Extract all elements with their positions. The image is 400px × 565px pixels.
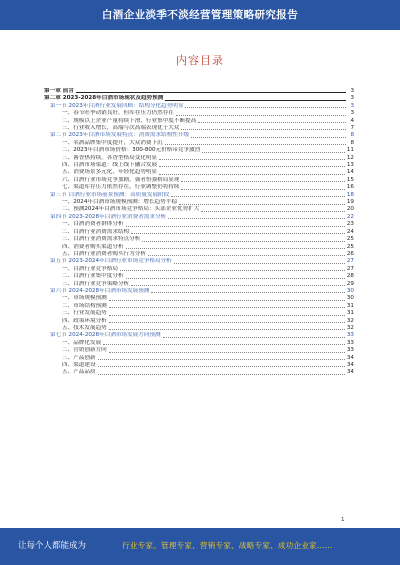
- toc-entry-label: 一、市场规模预测: [62, 295, 107, 302]
- toc-leader-dots: [126, 248, 345, 249]
- toc-entry-label: 二、2023年白酒市场价格：300-800元价格带竞争激烈: [62, 147, 201, 154]
- toc-entry-label: 第一节 2023年白酒行业发展回顾：结构分化趋势明显: [50, 102, 184, 109]
- toc-entry[interactable]: [44, 273, 354, 280]
- toc-entry-page: 26: [346, 250, 354, 257]
- toc-entry[interactable]: [44, 229, 354, 236]
- toc-leader-dots: [159, 159, 345, 160]
- toc-entry-label: 二、预测2024年白酒市场竞争格局：头部企业优势扩大: [62, 206, 200, 213]
- toc-entry-page: 15: [346, 176, 354, 183]
- toc-leader-dots: [98, 359, 345, 360]
- toc-entry-label: 一、品牌化发展: [62, 339, 102, 346]
- toc-entry-page: 3: [350, 87, 354, 94]
- toc-entry-page: 27: [346, 258, 354, 265]
- toc-entry[interactable]: [44, 244, 354, 251]
- toc-entry-label: 二、市场结构预测: [62, 302, 107, 309]
- toc-leader-dots: [148, 255, 345, 256]
- toc-entry-label: 三、白酒行业竞争策略分析: [62, 280, 130, 287]
- toc-leader-dots: [109, 352, 345, 353]
- toc-entry[interactable]: [44, 221, 354, 228]
- toc-entry-page: 29: [346, 280, 354, 287]
- toc-leader-dots: [165, 144, 346, 145]
- toc-entry-label: 三、行业收入增长，高端与次高端表现优于大众: [62, 125, 180, 132]
- toc-leader-dots: [171, 196, 345, 197]
- toc-entry[interactable]: [44, 369, 354, 376]
- toc-entry-page: 34: [346, 354, 354, 361]
- toc-entry-page: 31: [346, 302, 354, 309]
- toc-leader-dots: [98, 374, 345, 375]
- toc-leader-dots: [142, 241, 345, 242]
- toc-entry[interactable]: [44, 132, 354, 139]
- toc-entry-label: 二、营销创新方向: [62, 347, 107, 354]
- toc-entry-page: 14: [346, 169, 354, 176]
- toc-entry[interactable]: [44, 118, 354, 125]
- toc-leader-dots: [168, 218, 345, 219]
- toc-entry-page: 3: [350, 110, 354, 117]
- toc-entry-label: 第二节 2023年白酒市场发展特点：消费需求结构性升级: [50, 132, 190, 139]
- toc-entry[interactable]: [44, 236, 354, 243]
- toc-entry-page: 11: [346, 147, 354, 154]
- report-title: 白酒企业淡季不淡经营管理策略研究报告: [101, 9, 299, 21]
- footer-bar: [0, 528, 400, 565]
- toc-entry-label: 三、行业发展趋势: [62, 310, 107, 317]
- toc-entry-label: 五、技术发展趋势: [62, 324, 107, 331]
- toc-entry[interactable]: [44, 95, 354, 102]
- toc-entry-label: 第七节 2024-2028年白酒市场发展方向预测: [50, 332, 161, 339]
- toc-entry-label: 一、2024年白酒市场规模预测：增长趋势平稳: [62, 199, 177, 206]
- toc-entry-page: 22: [346, 213, 354, 220]
- toc-entry-page: 31: [346, 310, 354, 317]
- toc-entry[interactable]: [44, 266, 354, 273]
- toc-entry[interactable]: [44, 340, 354, 347]
- toc-heading: 内容目录: [176, 54, 224, 67]
- toc-leader-dots: [126, 226, 345, 227]
- toc-entry-page: 30: [346, 295, 354, 302]
- toc-entry-label: 七、渠道库存压力依然存在，行业调整仍将持续: [62, 184, 180, 191]
- toc-entry-page: 30: [346, 287, 354, 294]
- table-of-contents: [44, 88, 354, 377]
- toc-entry[interactable]: [44, 281, 354, 288]
- toc-entry-page: 8: [350, 132, 354, 139]
- toc-entry[interactable]: [44, 362, 354, 369]
- toc-entry-page: 4: [350, 117, 354, 124]
- toc-entry-page: 27: [346, 265, 354, 272]
- toc-entry-page: 23: [346, 221, 354, 228]
- toc-entry-page: 7: [350, 125, 354, 132]
- toc-entry-label: 第三节 白酒行业市场前景预测：高质量发展阶段: [50, 191, 170, 198]
- toc-leader-dots: [165, 100, 346, 101]
- toc-entry-label: 一、名酒品牌集中度提升，大众消费下沉: [62, 139, 163, 146]
- page-number: 1: [341, 517, 345, 523]
- toc-entry[interactable]: [44, 192, 354, 199]
- toc-entry-label: 二、白酒行业集中度分析: [62, 273, 124, 280]
- toc-leader-dots: [98, 366, 345, 367]
- toc-leader-dots: [202, 152, 345, 153]
- toc-entry-page: 3: [350, 95, 354, 102]
- toc-entry-label: 六、白酒行业市场竞争加剧，强者恒强格局显现: [62, 176, 180, 183]
- toc-entry[interactable]: [44, 355, 354, 362]
- toc-leader-dots: [76, 92, 346, 93]
- toc-entry-label: 四、白酒市场渠道：线上线下融合发展: [62, 162, 158, 169]
- toc-leader-dots: [131, 285, 345, 286]
- toc-entry-page: 24: [346, 228, 354, 235]
- toc-leader-dots: [181, 129, 346, 130]
- toc-entry[interactable]: [44, 214, 354, 221]
- toc-leader-dots: [131, 233, 345, 234]
- toc-entry[interactable]: [44, 310, 354, 317]
- toc-entry-page: 33: [346, 339, 354, 346]
- footer-roles: 行业专家、管理专家、营销专家、战略专家、成功企业家……: [122, 541, 333, 550]
- toc-leader-dots: [201, 211, 345, 212]
- toc-entry[interactable]: [44, 295, 354, 302]
- toc-entry-page: 13: [346, 162, 354, 169]
- toc-entry[interactable]: [44, 88, 354, 95]
- toc-entry[interactable]: [44, 103, 354, 110]
- footer-slogan: 让每个人都能成为: [18, 541, 87, 551]
- toc-leader-dots: [181, 181, 344, 182]
- toc-entry[interactable]: [44, 332, 354, 339]
- toc-entry-page: 32: [346, 317, 354, 324]
- toc-entry[interactable]: [44, 325, 354, 332]
- toc-entry[interactable]: [44, 288, 354, 295]
- toc-leader-dots: [109, 300, 345, 301]
- toc-entry[interactable]: [44, 177, 354, 184]
- toc-entry-label: 第五节 2023-2024年白酒行业市场竞争格局分析: [50, 258, 172, 265]
- toc-leader-dots: [159, 166, 345, 167]
- toc-leader-dots: [109, 322, 345, 323]
- toc-entry-label: 五、白酒行业消费者购买行为分析: [62, 250, 146, 257]
- toc-entry[interactable]: [44, 125, 354, 132]
- toc-entry-page: 20: [346, 206, 354, 213]
- toc-entry-page: 33: [346, 347, 354, 354]
- toc-entry[interactable]: [44, 162, 354, 169]
- toc-entry-label: 一、白酒行业竞争格局: [62, 265, 118, 272]
- toc-leader-dots: [126, 278, 345, 279]
- toc-entry[interactable]: [44, 207, 354, 214]
- toc-leader-dots: [109, 307, 345, 308]
- toc-entry-label: 二、白酒行业消费需求结构: [62, 228, 130, 235]
- toc-leader-dots: [120, 270, 345, 271]
- toc-entry-label: 五、产品品质: [62, 369, 96, 376]
- toc-entry-label: 第六节 2024-2028年白酒市场发展预测: [50, 287, 150, 294]
- toc-entry-label: 三、酱香热持续，各香型格局变化明显: [62, 154, 158, 161]
- toc-leader-dots: [174, 263, 345, 264]
- toc-leader-dots: [185, 107, 346, 108]
- toc-entry[interactable]: [44, 155, 354, 162]
- toc-entry-label: 五、消费场景多元化，年轻化趋势明显: [62, 169, 158, 176]
- toc-entry-page: 32: [346, 324, 354, 331]
- toc-entry[interactable]: [44, 251, 354, 258]
- toc-leader-dots: [191, 137, 346, 138]
- toc-entry-page: 33: [346, 332, 354, 339]
- toc-entry-label: 三、产品创新: [62, 354, 96, 361]
- toc-entry-page: 3: [350, 102, 354, 109]
- toc-leader-dots: [151, 292, 344, 293]
- toc-entry[interactable]: [44, 140, 354, 147]
- toc-entry-page: 34: [346, 362, 354, 369]
- toc-entry-page: 18: [346, 191, 354, 198]
- toc-entry[interactable]: [44, 199, 354, 206]
- toc-entry-label: 三、白酒行业消费需求特点分析: [62, 236, 141, 243]
- toc-entry[interactable]: [44, 318, 354, 325]
- toc-leader-dots: [109, 315, 345, 316]
- toc-leader-dots: [159, 174, 345, 175]
- toc-leader-dots: [109, 329, 345, 330]
- toc-leader-dots: [181, 189, 344, 190]
- toc-entry[interactable]: [44, 347, 354, 354]
- toc-leader-dots: [163, 337, 345, 338]
- toc-entry-label: 四、政策环境分析: [62, 317, 107, 324]
- toc-entry-page: 25: [346, 243, 354, 250]
- toc-entry-page: 8: [350, 139, 354, 146]
- toc-entry-label: 第二章 2023-2028年白酒市场现状及趋势预测: [44, 95, 164, 102]
- toc-entry-page: 19: [346, 199, 354, 206]
- toc-entry-page: 25: [346, 236, 354, 243]
- toc-entry[interactable]: [44, 110, 354, 117]
- header-bar: [0, 0, 400, 30]
- toc-entry-page: 16: [346, 184, 354, 191]
- toc-entry-label: 一、白酒消费者群体分析: [62, 221, 124, 228]
- toc-entry-label: 第一章 前言: [44, 87, 74, 94]
- toc-entry[interactable]: [44, 147, 354, 154]
- toc-entry[interactable]: [44, 258, 354, 265]
- toc-entry-label: 四、消费者购买渠道分析: [62, 243, 124, 250]
- toc-leader-dots: [176, 115, 346, 116]
- toc-entry-label: 一、春节旺季动销良好，但库存压力仍然存在: [62, 110, 174, 117]
- toc-leader-dots: [179, 204, 345, 205]
- toc-entry-page: 28: [346, 273, 354, 280]
- toc-entry-page: 34: [346, 369, 354, 376]
- toc-entry[interactable]: [44, 169, 354, 176]
- toc-entry-page: 12: [346, 154, 354, 161]
- toc-entry-label: 四、渠道建设: [62, 362, 96, 369]
- toc-leader-dots: [103, 344, 345, 345]
- toc-entry[interactable]: [44, 303, 354, 310]
- toc-entry-label: 二、规模以上企业产量持续下滑，行业集中度不断提高: [62, 117, 197, 124]
- toc-entry[interactable]: [44, 184, 354, 191]
- toc-entry-label: 第四节 2023-2028年白酒行业消费者需求分析: [50, 213, 167, 220]
- toc-leader-dots: [198, 122, 346, 123]
